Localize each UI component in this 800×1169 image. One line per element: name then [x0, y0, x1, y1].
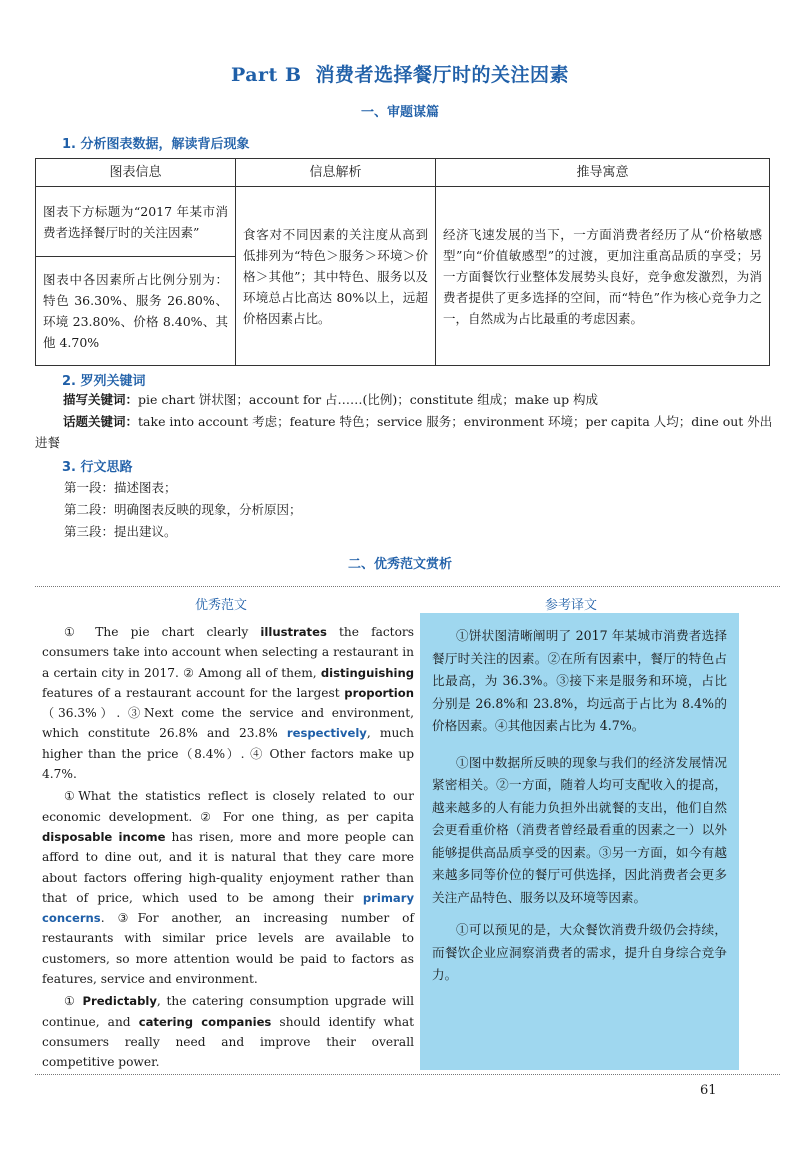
describe-keywords-label: 描写关键词： — [63, 392, 139, 407]
topic-keywords-text: take into account 考虑；feature 特色；service 服务；environment 环境；per capita 人均；dine out 外出进餐 — [35, 414, 773, 450]
describe-keywords — [35, 389, 780, 410]
model-essay — [42, 622, 414, 1075]
subheading-2: 2. 罗列关键词 — [62, 374, 146, 389]
table-header: 图表信息 — [36, 159, 236, 187]
translation-paragraph-3: ①可以预见的是，大众餐饮消费升级仍会持续，而餐饮企业应洞察消费者的需求，提升自身综合竞争力。 — [432, 922, 727, 982]
divider-top — [35, 586, 780, 587]
subheading-1: 1. 分析图表数据，解读背后现象 — [62, 137, 250, 152]
essay-paragraph-3: ① Predictably, the catering consumption upgrade will continue, and catering companies should identify what consumers really need and improve their overall competitive power. — [42, 994, 415, 1070]
info-table — [35, 158, 770, 366]
divider-bottom — [35, 1074, 780, 1075]
section-heading-2: 二、优秀范文赏析 — [347, 557, 452, 572]
step-item: 第一段：描述图表； — [64, 480, 177, 495]
essay-paragraph-1: ① The pie chart clearly illustrates the factors consumers take into account when selecting a restaurant in a certain city in 2017. ② Among all of them, distinguishing features of a restaurant account for the largest proportion（36.3%）. ③Next come the service and environment, which constitute 26.8% and 23.8% respectively, much higher than the price（8.4%）. ④ Other factors make up 4.7%. — [42, 625, 414, 782]
writing-steps — [64, 477, 302, 543]
table-row — [36, 187, 770, 257]
table-header-row — [36, 159, 770, 187]
translation-column-heading: 参考译文 — [545, 598, 598, 613]
topic-keywords — [35, 411, 780, 453]
part-label: Part B — [230, 64, 302, 86]
table-cell-chart-title: 图表下方标题为“2017 年某市消费者选择餐厅时的关注因素” — [36, 187, 236, 257]
title-text: 消费者选择餐厅时的关注因素 — [315, 64, 570, 86]
essay-paragraph-2: ①What the statistics reflect is closely related to our economic development. ② For one thing, as per capita disposable income has risen, more and more people can afford to dine out, and it is natural that they care more about factors offering high-quality enjoyment rather than that of price, which used to be among their primary concerns. ③For another, an increasing number of restaurants with similar price levels are available to customers, so more attention would be paid to factors as features, service and environment. — [42, 789, 414, 987]
step-item: 第二段：明确图表反映的现象，分析原因； — [64, 502, 302, 517]
table-cell-implication: 经济飞速发展的当下，一方面消费者经历了从“价格敏感型”向“价值敏感型”的过渡，更加注重高品质的享受；另一方面餐饮行业整体发展势头良好，竞争愈发激烈，为消费者提供了更多选择的空间，而“特色”作为核心竞争力之一，自然成为占比最重的考虑因素。 — [436, 187, 770, 366]
translation-paragraph-1: ①饼状图清晰阐明了 2017 年某城市消费者选择餐厅时关注的因素。②在所有因素中，餐厅的特色占比最高，为 36.3%。③接下来是服务和环境，占比分别是 26.8%和 23.8%，均远高于占比为 8.4%的价格因素。④其他因素占比为 4.7%。 — [432, 628, 727, 733]
table-header: 推导寓意 — [436, 159, 770, 187]
subheading-3: 3. 行文思路 — [62, 460, 133, 475]
translation-box — [420, 613, 739, 1070]
page-number: 61 — [700, 1083, 717, 1098]
table-cell-percentages: 图表中各因素所占比例分别为：特色 36.30%、服务 26.80%、环境 23.80%、价格 8.40%、其他 4.70% — [36, 257, 236, 366]
topic-keywords-label: 话题关键词： — [63, 414, 139, 429]
table-cell-analysis: 食客对不同因素的关注度从高到低排列为“特色＞服务＞环境＞价格＞其他”；其中特色、服务以及环境总占比高达 80%以上，远超价格因素占比。 — [236, 187, 436, 366]
step-item: 第三段：提出建议。 — [64, 524, 177, 539]
table-header: 信息解析 — [236, 159, 436, 187]
translation-paragraph-2: ①图中数据所反映的现象与我们的经济发展情况紧密相关。②一方面，随着人均可支配收入的提高，越来越多的人有能力负担外出就餐的支出，他们自然会更看重价格（消费者曾经最看重的因素之一）以外能够提供高品质享受的因素。③另一方面，如今有越来越多同等价位的餐厅可供选择，因此消费者会更多关注产品特色、服务以及环境等因素。 — [432, 754, 727, 905]
section-heading-1: 一、审题谋篇 — [360, 105, 439, 120]
essay-column-heading: 优秀范文 — [195, 598, 248, 613]
page-title — [0, 60, 800, 87]
describe-keywords-text: pie chart 饼状图；account for 占……(比例)；constitute 组成；make up 构成 — [138, 392, 599, 407]
